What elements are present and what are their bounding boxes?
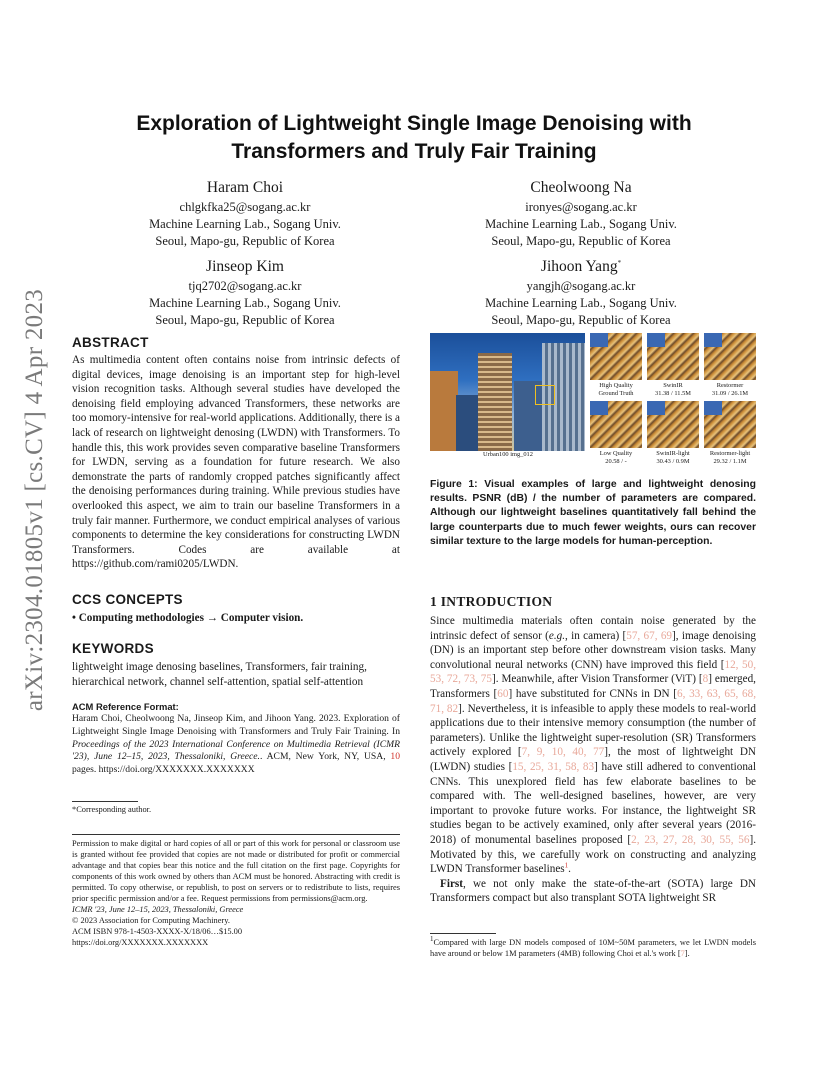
author-name: Haram Choi xyxy=(206,179,284,196)
intro-text-run: ]. Meanwhile, after Vision Transformer (ViT) [ xyxy=(491,673,703,686)
author-affiliation: Machine Learning Lab., Sogang Univ. xyxy=(485,296,677,310)
footnote-text: Compared with large DN models composed of 10M~50M parameters, we let LWDN models have around or below 1M parameters (4MB) following Choi et al.'s work [ xyxy=(430,938,756,958)
intro-first-word: First xyxy=(440,877,463,890)
citation-link[interactable]: 2, 23, 27, 28, 30, 55, 56 xyxy=(631,833,750,846)
urban100-image xyxy=(430,333,585,451)
citation-link[interactable]: 57, 67, 69 xyxy=(626,629,672,642)
big-image-label: Urban100 img_012 xyxy=(483,451,533,458)
acm-ref-text xyxy=(72,713,400,777)
footnote-rule xyxy=(72,801,138,802)
author-name-text: Jihoon Yang xyxy=(540,258,618,275)
citation-link[interactable]: 8 xyxy=(702,673,709,686)
footnote-mark: 1 xyxy=(430,935,434,944)
tile-caption: High Quality Ground Truth xyxy=(598,382,634,397)
citation-link[interactable]: 60 xyxy=(497,687,509,700)
acm-ref-publisher: . ACM, New York, NY, USA, xyxy=(259,751,391,763)
footnote-ref-link[interactable]: 1 xyxy=(564,861,569,870)
author-name: Jinseop Kim xyxy=(206,258,284,275)
intro-paragraph-2 xyxy=(430,877,756,906)
tile-ground-truth xyxy=(590,333,642,380)
author-location: Seoul, Mapo-gu, Republic of Korea xyxy=(491,234,671,248)
figure-caption: Figure 1: Visual examples of large and lightweight denosing results. PSNR (dB) / the number of parameters are compared. Although our lightweight baselines quantitatively fall behind the large counterparts due to much fewer weights, ours can recover similar texture to the large models for human-perception. xyxy=(430,479,756,547)
author-location: Seoul, Mapo-gu, Republic of Korea xyxy=(155,234,335,248)
conference-line: ICMR '23, June 12–15, 2023, Thessaloniki, Greece xyxy=(72,905,244,914)
tile-caption: SwinIR 31.38 / 11.5M xyxy=(655,382,691,397)
tile-caption: Low Quality 20.58 / - xyxy=(599,450,633,465)
intro-text-run: ] have still adhered to conventional CNNs. This unexplored field has few elaborate baselines to be compared with. The well-designed baselines, however, are very important to provoke future works. For instance, the lightweight SR studies began to be actively examined, only after several years (2016-2018) of monumental baselines proposed [ xyxy=(430,760,756,846)
keywords-section xyxy=(72,641,400,689)
citation-link[interactable]: 12, 50, 53, 72, 73, 75 xyxy=(430,658,757,686)
corresponding-mark: * xyxy=(617,258,622,267)
title-line-2: Transformers and Truly Fair Training xyxy=(231,140,597,163)
author-location: Seoul, Mapo-gu, Republic of Korea xyxy=(491,313,671,327)
acm-ref-heading: ACM Reference Format: xyxy=(72,701,179,712)
abstract-section xyxy=(72,335,400,572)
doi-line: https://doi.org/XXXXXXX.XXXXXXX xyxy=(72,938,209,947)
acm-ref-authors: Haram Choi, Cheolwoong Na, Jinseop Kim, and Jihoon Yang. 2023. Exploration of Lightweight Single Image Denoising with Transformers and Truly Fair Training. In xyxy=(72,713,400,737)
citation-link[interactable]: 6, 33, 63, 65, 68, 71, 82 xyxy=(430,687,756,715)
abstract-text: As multimedia content often contains noise from intrinsic defects of digital devices, image denoising is an important step for high-level vision recognition tasks. Although several studies have developed the denoising field employing advanced Transformers, these networks are too momory-intensive for real-world applications. Additionally, there is a lack of research on lightweight denosing (LWDN) with Transformers. To handle this, this work provides seven comparative baseline Transformers for LWDN, serving as a foundation for future research. We also demonstrate the parts of randomly cropped patches significantly affect the denoising performances during training. While previous studies have overlooked this aspect, we aim to train our baseline Transformers in a truly fair manner. Furthermore, we conduct empirical analyses of various components to determine the key considerations for constructing LWDN Transformers. Codes are available at https://github.com/rami0205/LWDN. xyxy=(72,354,400,571)
acm-ref-doi: pages. https://doi.org/XXXXXXX.XXXXXXX xyxy=(72,764,255,776)
author-block xyxy=(431,256,731,329)
tile-caption: Restormer-light 29.32 / 1.1M xyxy=(709,450,751,465)
introduction-section xyxy=(430,594,756,906)
author-block xyxy=(431,177,731,250)
intro-text-run: Since multimedia materials often contain noise generated by the intrinsic defect of sensor ( xyxy=(430,615,756,642)
author-affiliation: Machine Learning Lab., Sogang Univ. xyxy=(149,296,341,310)
tile-caption: SwinIR-light 30.43 / 0.9M xyxy=(656,450,690,465)
citation-link[interactable]: 7, 9, 10, 40, 77 xyxy=(521,746,605,759)
ccs-section xyxy=(72,592,400,626)
acm-reference xyxy=(72,700,400,777)
tile-restormer-light xyxy=(704,401,756,448)
permission-text: Permission to make digital or hard copies of all or part of this work for personal or classroom use is granted without fee provided that copies are not made or distributed for profit or commercial advantage and that copies bear this notice and the full citation on the first page. Copyrights for components of this work owned by others than ACM must be honored. Abstracting with credit is permitted. To copy otherwise, or republish, to post on servers or to redistribute to lists, requires prior specific permission and/or a fee. Request permissions from permissions@acm.org. xyxy=(72,839,400,903)
intro-text-run: ], the most of lightweight DN (LWDN) studies [ xyxy=(430,746,756,773)
title-line-1: Exploration of Lightweight Single Image Denoising with xyxy=(136,112,692,135)
author-email: yangjh@sogang.ac.kr xyxy=(526,279,636,293)
intro-text-run: ]. Nevertheless, it is infeasible to apply these models to real-world applications due to their intensive memory consumption (the number of parameters). Unlike the lightweight super-resolution (SR) Transformers actively explored [ xyxy=(430,702,757,759)
ccs-item: • Computing methodologies → Computer vision. xyxy=(72,612,304,624)
tile-swinir-light xyxy=(647,401,699,448)
author-block xyxy=(95,256,395,329)
acm-ref-venue: Proceedings of the 2023 International Conference on Multimedia Retrieval (ICMR '23), June 12–15, 2023, Thessaloniki, Greece. xyxy=(72,738,400,763)
author-affiliation: Machine Learning Lab., Sogang Univ. xyxy=(485,217,677,231)
author-block xyxy=(95,177,395,250)
paper-title xyxy=(72,110,756,166)
intro-text-run: , in camera) [ xyxy=(565,629,627,642)
author-email: tjq2702@sogang.ac.kr xyxy=(188,279,302,293)
keywords-text: lightweight image denosing baselines, Transformers, fair training, hierarchical network, channel self-attention, spatial self-attention xyxy=(72,661,367,688)
acm-ref-pages-link[interactable]: 10 xyxy=(390,751,400,763)
tile-swinir xyxy=(647,333,699,380)
ccs-heading: CCS CONCEPTS xyxy=(72,592,183,607)
intro-footnote-rule xyxy=(430,933,496,934)
citation-link[interactable]: 15, 25, 31, 58, 83 xyxy=(512,760,595,773)
intro-text-run: e.g. xyxy=(548,629,566,642)
intro-text-run: ], image denoising (DN) is an important step before other downstream vision tasks. Many convolutional neural networks (CNN) have improved this field [ xyxy=(430,629,756,671)
intro-footnote xyxy=(430,937,756,959)
intro-paragraph-2-text: , we not only make the state-of-the-art (SOTA) large DN Transformers compact but also transplant SOTA lightweight SR xyxy=(430,877,756,905)
author-name xyxy=(431,256,731,278)
intro-text-run: ] emerged, Transformers [ xyxy=(430,673,756,700)
permission-block xyxy=(72,838,400,948)
author-affiliation: Machine Learning Lab., Sogang Univ. xyxy=(149,217,341,231)
tile-low-quality xyxy=(590,401,642,448)
permission-rule xyxy=(72,834,400,835)
corresponding-note: *Corresponding author. xyxy=(72,805,152,814)
copyright-line: © 2023 Association for Computing Machinery. xyxy=(72,916,230,925)
footnote-text-end: ]. xyxy=(684,949,690,958)
intro-paragraph-1 xyxy=(430,614,756,877)
isbn-line: ACM ISBN 978-1-4503-XXXX-X/18/06…$15.00 xyxy=(72,927,243,936)
arxiv-sidebar xyxy=(10,290,60,710)
tile-restormer xyxy=(704,333,756,380)
intro-text-run: ]. Motivated by this, we carefully work on constructing and analyzing LWDN Transformer baselines xyxy=(430,833,757,876)
author-name: Cheolwoong Na xyxy=(530,179,632,196)
abstract-heading: ABSTRACT xyxy=(72,335,149,350)
arxiv-identifier: arXiv:2304.01805v1 [cs.CV] 4 Apr 2023 xyxy=(21,288,48,712)
figure-1 xyxy=(430,333,756,463)
intro-text-run: . xyxy=(568,863,571,876)
footnote-citation-link[interactable]: 7 xyxy=(680,949,685,958)
author-email: chlgkfka25@sogang.ac.kr xyxy=(179,200,311,214)
introduction-heading: 1 INTRODUCTION xyxy=(430,594,553,609)
author-email: ironyes@sogang.ac.kr xyxy=(525,200,637,214)
tile-caption: Restormer 31.09 / 26.1M xyxy=(711,382,749,397)
keywords-heading: KEYWORDS xyxy=(72,641,154,656)
intro-text-run: ] have substituted for CNNs in DN [ xyxy=(508,687,678,700)
author-location: Seoul, Mapo-gu, Republic of Korea xyxy=(155,313,335,327)
